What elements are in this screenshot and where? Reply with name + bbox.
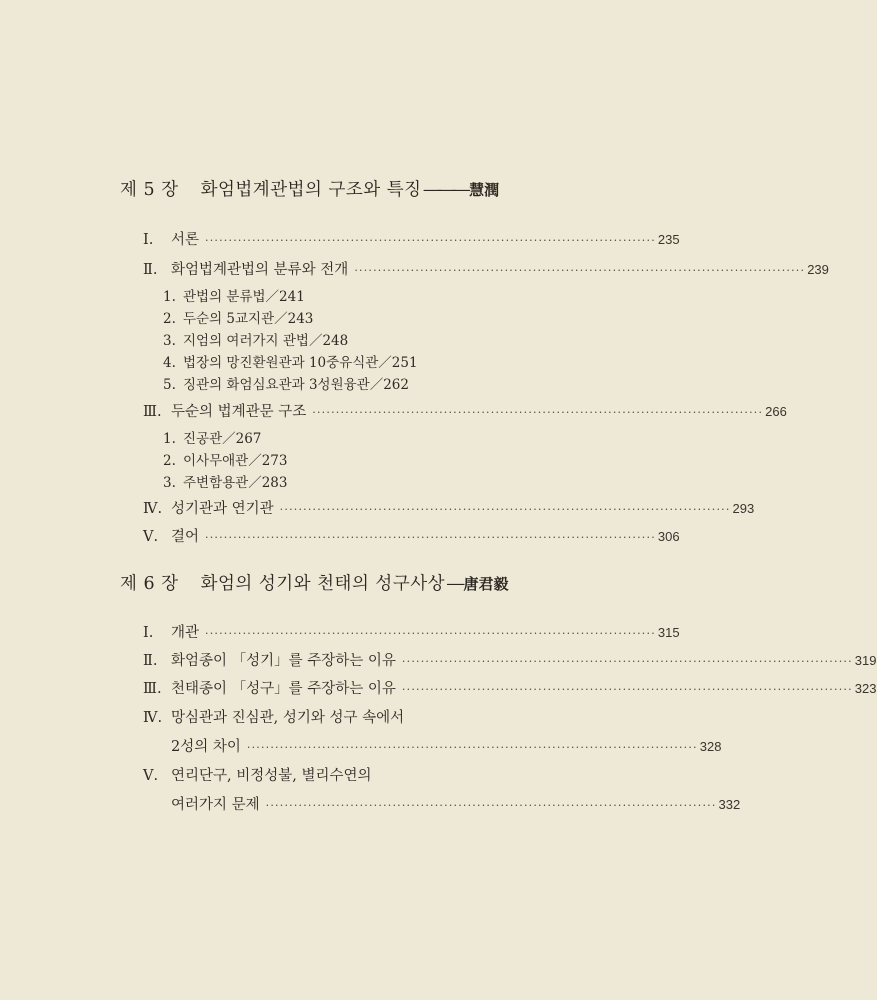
section-title: 화엄법계관법의 분류와 전개	[171, 262, 349, 278]
section-title: 두순의 법계관문 구조	[171, 404, 307, 420]
subsection-title: 주변함용관／283	[183, 475, 288, 491]
toc-entry[interactable]	[143, 525, 680, 546]
page-number: 328	[699, 739, 722, 754]
section-numeral: Ⅳ.	[143, 501, 163, 517]
leader-dots: ································································································	[205, 627, 656, 640]
section-title: 성기관과 연기관	[171, 501, 274, 517]
toc-subentry[interactable]	[163, 427, 540, 447]
toc-entry-continuation[interactable]	[171, 793, 741, 814]
leader-dots: ································································································	[401, 683, 853, 696]
section-numeral: Ⅱ.	[143, 262, 158, 278]
section-title: 망심관과 진심관, 성기와 성구 속에서	[171, 710, 405, 726]
page-number: 235	[657, 232, 680, 247]
subsection-index: 1.	[163, 289, 176, 305]
section-title: 연리단구, 비정성불, 별리수연의	[171, 768, 372, 784]
section-numeral: Ⅲ.	[143, 681, 162, 697]
leader-dots: ································································································	[246, 741, 698, 754]
section-title-continued: 2성의 차이	[171, 739, 241, 755]
subsection-index: 3.	[163, 475, 176, 491]
subsection-title: 지엄의 여러가지 관법／248	[183, 333, 349, 349]
toc-entry[interactable]	[143, 677, 877, 698]
subsection-index: 5.	[163, 377, 176, 393]
subsection-index: 1.	[163, 431, 176, 447]
page-number: 293	[732, 501, 755, 516]
chapter-title: 화엄의 성기와 천태의 성구사상	[200, 574, 446, 594]
toc-entry[interactable]	[143, 621, 680, 642]
section-numeral: Ⅰ.	[143, 232, 154, 248]
section-title: 서론	[171, 232, 200, 248]
subsection-index: 3.	[163, 333, 176, 349]
leader-dots: ································································································	[279, 503, 731, 516]
toc-entry[interactable]	[143, 400, 787, 421]
section-title-continued: 여러가지 문제	[171, 797, 260, 813]
page-number: 306	[657, 529, 680, 544]
page-number: 315	[657, 625, 680, 640]
subsection-title: 진공관／267	[183, 431, 262, 447]
subsection-title: 두순의 5교지관／243	[183, 311, 314, 327]
section-numeral: Ⅴ.	[143, 768, 159, 784]
chapter-5-heading	[120, 176, 540, 201]
page-number: 332	[718, 797, 741, 812]
subsection-title: 징관의 화엄심요관과 3성원융관／262	[183, 377, 409, 393]
chapter-number: 제 5 장	[120, 180, 179, 200]
chapter-author: 慧潤	[469, 181, 500, 199]
chapter-author: 唐君毅	[463, 575, 509, 593]
section-title: 결어	[171, 529, 200, 545]
toc-entry[interactable]	[143, 764, 540, 785]
leader-dots: ································································································	[354, 264, 806, 277]
section-title: 천태종이 「성구」를 주장하는 이유	[171, 681, 396, 697]
toc-subentry[interactable]	[163, 351, 540, 371]
section-numeral: Ⅱ.	[143, 653, 158, 669]
toc-entry[interactable]	[143, 649, 877, 670]
subsection-title: 이사무애관／273	[183, 453, 288, 469]
chapter-number: 제 6 장	[120, 574, 179, 594]
toc-entry[interactable]	[143, 258, 829, 279]
subsection-title: 법장의 망진환원관과 10중유식관／251	[183, 355, 418, 371]
title-dash: ―	[447, 574, 462, 594]
subsection-index: 2.	[163, 453, 176, 469]
toc-subentry[interactable]	[163, 329, 540, 349]
page-number: 239	[807, 262, 829, 277]
subsection-index: 2.	[163, 311, 176, 327]
section-numeral: Ⅲ.	[143, 404, 162, 420]
subsection-title: 관법의 분류법／241	[183, 289, 305, 305]
leader-dots: ································································································	[205, 531, 656, 544]
page-number: 266	[765, 404, 787, 419]
leader-dots: ································································································	[312, 406, 764, 419]
toc-subentry[interactable]	[163, 373, 540, 393]
section-numeral: Ⅴ.	[143, 529, 159, 545]
toc-entry[interactable]	[143, 228, 680, 249]
section-numeral: Ⅰ.	[143, 625, 154, 641]
section-title: 화엄종이 「성기」를 주장하는 이유	[171, 653, 396, 669]
subsection-index: 4.	[163, 355, 176, 371]
toc-subentry[interactable]	[163, 449, 540, 469]
toc-subentry[interactable]	[163, 307, 540, 327]
toc-entry[interactable]	[143, 497, 755, 518]
leader-dots: ································································································	[205, 234, 656, 247]
toc-entry[interactable]	[143, 706, 540, 727]
leader-dots: ································································································	[265, 799, 717, 812]
title-dash: ―――	[423, 180, 468, 200]
toc-entry-continuation[interactable]	[171, 735, 722, 756]
leader-dots: ································································································	[401, 655, 853, 668]
toc-subentry[interactable]	[163, 471, 540, 491]
page-number: 319	[854, 653, 877, 668]
chapter-title: 화엄법계관법의 구조와 특징	[200, 180, 422, 200]
page-number: 323	[854, 681, 877, 696]
section-title: 개관	[171, 625, 200, 641]
section-numeral: Ⅳ.	[143, 710, 163, 726]
chapter-6-heading	[120, 570, 540, 595]
toc-subentry[interactable]	[163, 285, 540, 305]
